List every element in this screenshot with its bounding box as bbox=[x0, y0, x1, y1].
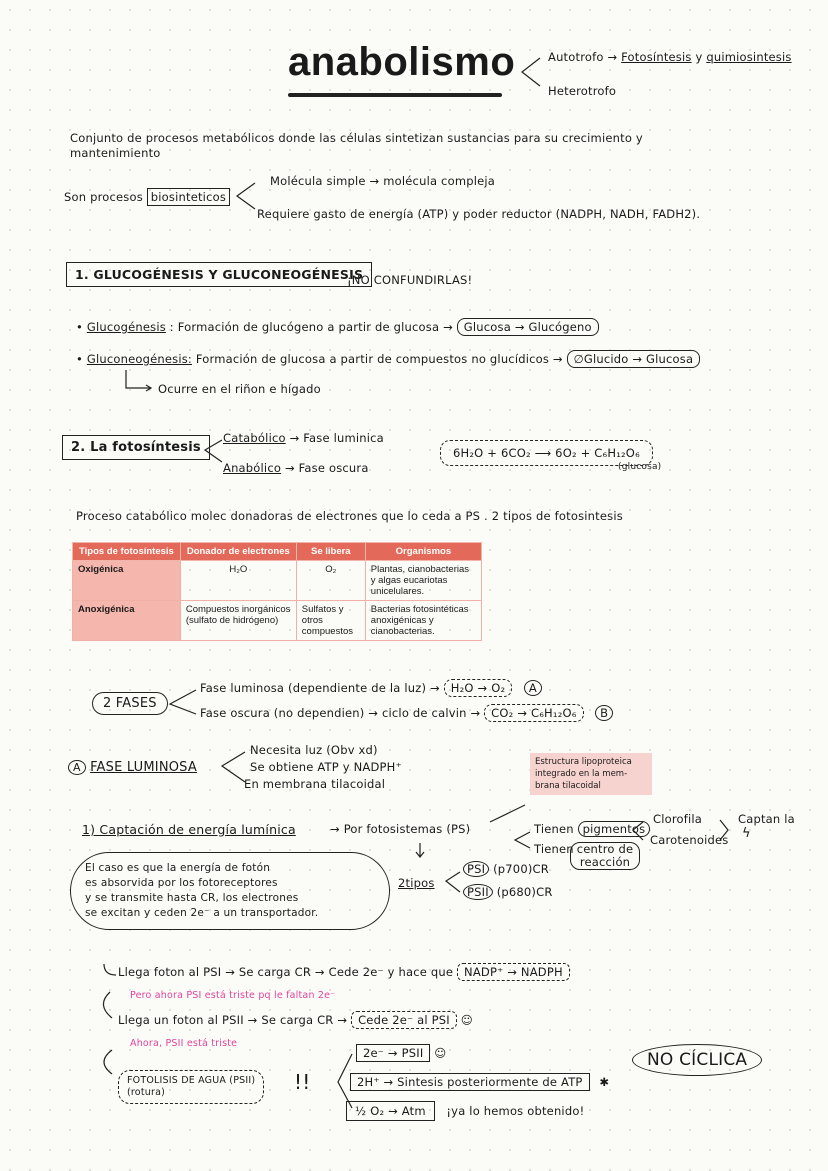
table-cell: Sulfatos y otros compuestos bbox=[296, 601, 365, 641]
phase-oscura bbox=[200, 706, 613, 720]
table-header: Se libera bbox=[296, 543, 365, 561]
autotrofo-label: Autotrofo → bbox=[548, 50, 618, 64]
explanation-cloud bbox=[70, 852, 390, 930]
chain-line-3 bbox=[118, 1013, 473, 1027]
tag-a-icon: A bbox=[524, 680, 542, 696]
y-label: y bbox=[695, 50, 703, 64]
no-confundir-note: ¡NO CONFUNDIRLAS! bbox=[347, 273, 473, 287]
table-cell: H₂O bbox=[180, 561, 296, 601]
autotrofo-branch bbox=[548, 50, 792, 64]
gluconeogenesis-box: ∅Glucido → Glucosa bbox=[567, 350, 701, 368]
phase-luminosa-text: Fase luminosa (dependiente de la luz) → bbox=[200, 681, 440, 695]
pigmentos-box: pigmentos bbox=[578, 821, 651, 837]
smile-icon: ☺ bbox=[434, 1046, 447, 1060]
glucogenesis-box: Glucosa → Glucógeno bbox=[457, 318, 599, 336]
two-phases-label: 2 FASES bbox=[92, 692, 168, 715]
catabolic-result: → Fase luminica bbox=[289, 431, 384, 445]
definition-line-2: mantenimiento bbox=[70, 146, 161, 160]
pink-note-card bbox=[530, 753, 652, 795]
catabolic-branch bbox=[223, 431, 384, 445]
table-cell: Bacterias fotosintéticas anoxigénicas y cianobacterias. bbox=[365, 601, 481, 641]
phase-luminosa bbox=[200, 681, 542, 695]
carotenoides-label: Carotenoides bbox=[650, 833, 729, 847]
anabolic-branch bbox=[223, 461, 369, 475]
psi-circle: PSI bbox=[463, 861, 489, 877]
photosynthesis-types-table bbox=[72, 542, 482, 641]
table-header: Organismos bbox=[365, 543, 481, 561]
table-row bbox=[73, 561, 482, 601]
glucogenesis-text: : Formación de glucógeno a partir de glucosa → bbox=[169, 320, 453, 334]
tienen-label: Tienen bbox=[534, 822, 574, 836]
fotosintesis-link: Fotosíntesis bbox=[621, 50, 692, 64]
pink-note-line: integrado en la mem- bbox=[535, 769, 628, 779]
section2-heading: 2. La fotosíntesis bbox=[62, 435, 210, 460]
anabolic-result: → Fase oscura bbox=[284, 461, 369, 475]
psi-cr: (p700)CR bbox=[493, 862, 549, 876]
no-ciclica-label: NO CÍCLICA bbox=[632, 1044, 762, 1076]
pink-note-line: Estructura lipoproteica bbox=[535, 757, 632, 767]
biosintetico-branch-1: Molécula simple → molécula compleja bbox=[270, 174, 496, 188]
cloud-line: se excitan y ceden 2e⁻ a un transportador. bbox=[85, 907, 319, 919]
cloud-line: es absorvida por los fotoreceptores bbox=[85, 877, 278, 889]
clorofila-label: Clorofila bbox=[653, 812, 703, 826]
tag-b-icon: B bbox=[595, 705, 613, 721]
fotolisis-output-1 bbox=[356, 1046, 447, 1060]
glucogenesis-item: • Glucogénesis : Formación de glucógeno a partir de glucosa → Glucosa → Glucógeno bbox=[76, 320, 599, 334]
definition-line-1: Conjunto de procesos metabólicos donde las células sintetizan sustancias para su crecimiento y bbox=[70, 131, 643, 145]
fotolisis-box bbox=[118, 1070, 264, 1104]
output-box-1: 2e⁻ → PSII bbox=[356, 1044, 430, 1062]
biosintetico-branch-2: Requiere gasto de energía (ATP) y poder reductor (NADPH, NADH, FADH2). bbox=[257, 207, 701, 221]
tag-a-icon: A bbox=[68, 760, 86, 775]
centro-reaccion-box: centro de reacción bbox=[570, 842, 640, 870]
asterisk-icon: ✱ bbox=[599, 1075, 610, 1089]
captan-label: Captan la bbox=[738, 812, 795, 826]
phase-oscura-box: CO₂ → C₆H₁₂O₆ bbox=[484, 704, 583, 722]
chain-text-3: Llega un foton al PSII → Se carga CR → bbox=[118, 1013, 348, 1027]
exclamation-mark: !! bbox=[294, 1070, 311, 1094]
photosynthesis-equation: 6H₂O + 6CO₂ ⟶ 6O₂ + C₆H₁₂O₆ bbox=[453, 446, 640, 460]
gluconeogenesis-text: Formación de glucosa a partir de compuestos no glucídicos → bbox=[195, 352, 563, 366]
quimiosintesis-label: quimiosintesis bbox=[706, 50, 792, 64]
cloud-line: El caso es que la energía de fotón bbox=[85, 862, 271, 874]
psii-cr: (p680)CR bbox=[496, 885, 553, 899]
table-row bbox=[73, 601, 482, 641]
psii-circle: PSII bbox=[463, 884, 493, 900]
pink-note-psi: Pero ahora PSI está triste pq le faltan 2e⁻ bbox=[130, 990, 336, 1001]
heterotrofo-branch: Heterotrofo bbox=[548, 84, 617, 98]
fase-luminosa-title bbox=[68, 760, 197, 775]
chain-line-1 bbox=[118, 965, 570, 979]
gluconeogenesis-location: Ocurre en el riñon e hígado bbox=[158, 382, 321, 396]
glucogenesis-term: Glucogénesis bbox=[86, 320, 166, 334]
son-label: Son procesos bbox=[64, 190, 143, 204]
fotolisis-output-2 bbox=[350, 1075, 609, 1089]
cloud-line: y se transmite hasta CR, los electrones bbox=[85, 892, 299, 904]
process-description: Proceso catabólico molec donadoras de electrones que lo ceda a PS . 2 tipos de fotosintesis bbox=[76, 509, 623, 523]
psi-row bbox=[463, 862, 549, 876]
biosinteticos-box: biosinteticos bbox=[147, 188, 230, 206]
fotolisis-title: FOTOLISIS DE AGUA (PSII) bbox=[127, 1075, 256, 1086]
pigmentos-row bbox=[534, 822, 650, 836]
fotolisis-output-3 bbox=[346, 1104, 584, 1118]
table-cell: O₂ bbox=[296, 561, 365, 601]
output-box-3: ½ O₂ → Atm bbox=[346, 1101, 435, 1121]
pink-note-line: brana tilacoidal bbox=[535, 781, 601, 791]
phase-oscura-text: Fase oscura (no dependien) → ciclo de calvin → bbox=[200, 706, 481, 720]
glucosa-note: (glucosa) bbox=[618, 462, 662, 472]
section1-heading: 1. GLUCOGÉNESIS Y GLUCONEOGÉNESIS bbox=[66, 262, 372, 287]
son-procesos bbox=[64, 190, 230, 204]
gluconeogenesis-item: • Gluconeogénesis: Formación de glucosa a partir de compuestos no glucídicos → ∅Glucido → Glucosa bbox=[76, 352, 700, 366]
luminosa-point-3: En membrana tilacoidal bbox=[244, 777, 386, 791]
fotolisis-sub: (rotura) bbox=[127, 1087, 165, 1098]
catabolic-label: Catabólico bbox=[223, 431, 286, 445]
output-box-2: 2H⁺ → Sintesis posteriormente de ATP bbox=[350, 1073, 590, 1091]
chain-text-1: Llega foton al PSI → Se carga CR → Cede 2e⁻ y hace que bbox=[118, 965, 454, 979]
table-cell: Oxigénica bbox=[73, 561, 181, 601]
psii-row bbox=[463, 885, 553, 899]
lightning-icon: ϟ bbox=[742, 826, 751, 841]
table-header: Donador de electrones bbox=[180, 543, 296, 561]
pink-note-psii: Ahora, PSII está triste bbox=[130, 1038, 238, 1049]
fase-luminosa-label: FASE LUMINOSA bbox=[90, 760, 197, 775]
gluconeogenesis-term: Gluconeogénesis: bbox=[86, 352, 192, 366]
nadph-box: NADP⁺ → NADPH bbox=[457, 963, 570, 981]
table-cell: Plantas, cianobacterias y algas eucariotas unicelulares. bbox=[365, 561, 481, 601]
luminosa-point-2: Se obtiene ATP y NADPH⁺ bbox=[250, 760, 402, 774]
phase-luminosa-box: H₂O → O₂ bbox=[444, 679, 513, 697]
fotosistemas-label: → Por fotosistemas (PS) bbox=[330, 822, 471, 836]
luminosa-point-1: Necesita luz (Obv xd) bbox=[250, 743, 378, 757]
cede-psi-box: Cede 2e⁻ al PSI bbox=[351, 1011, 457, 1029]
table-header: Tipos de fotosíntesis bbox=[73, 543, 181, 561]
tienen-label-2: Tienen bbox=[534, 842, 574, 856]
smile-icon: ☺ bbox=[460, 1013, 473, 1027]
captacion-heading: 1) Captación de energía lumínica bbox=[82, 822, 296, 837]
dos-tipos-label: 2tipos bbox=[398, 876, 435, 890]
table-cell: Compuestos inorgánicos (sulfato de hidrógeno) bbox=[180, 601, 296, 641]
page-title: anabolismo bbox=[288, 40, 516, 84]
obtained-note: ¡ya lo hemos obtenido! bbox=[446, 1104, 585, 1118]
table-cell: Anoxigénica bbox=[73, 601, 181, 641]
anabolic-label: Anabólico bbox=[223, 461, 282, 475]
